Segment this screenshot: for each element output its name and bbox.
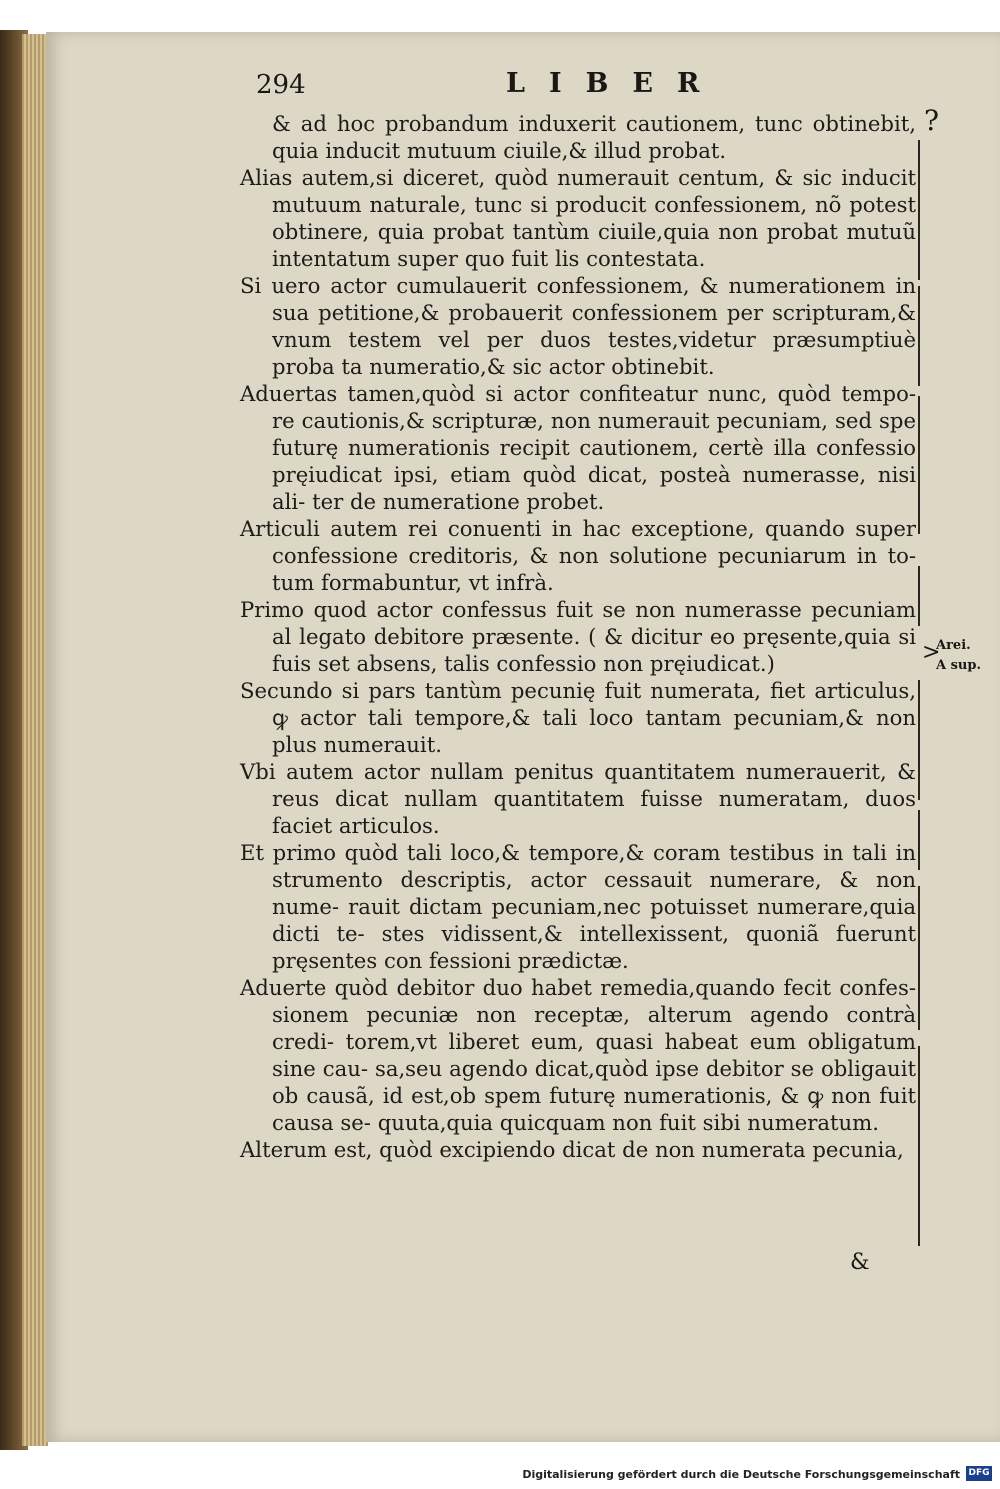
paragraph: Secundo si pars tantùm pecunię fuit numerata, fiet articulus, ꝙ actor tali tempore,& tali loco tantam pecuniam,& non plus numerauit.: [240, 678, 916, 757]
catchword: &: [850, 1250, 870, 1275]
margin-rule: [918, 810, 920, 870]
margin-note: [936, 636, 981, 676]
page-header: [256, 70, 916, 110]
paragraph: Et primo quòd tali loco,& tempore,& coram testibus in tali in strumento descriptis, actor cessauit numerare, & non nume- rauit dictam pecuniam,nec potuisset numerare,quia dicti te- stes vidissent,& intellexissent, quoniã fuerunt pręsentes con fessioni prædictæ.: [240, 840, 916, 973]
page-edges: [22, 34, 48, 1446]
dfg-logo: DFG: [966, 1466, 992, 1481]
paragraph: Primo quod actor confessus fuit se non numerasse pecuniam al legato debitore præsente. ( & dicitur eo pręsente,quia si fuis set absens, talis confessio non pręiudicat.): [240, 597, 916, 676]
margin-note-line: A sup.: [936, 658, 981, 673]
running-head: LIBER: [506, 68, 724, 99]
paragraph: Si uero actor cumulauerit confessionem, & numerationem in sua petitione,& probauerit confessionem per scripturam,& vnum testem vel per duos testes,videtur præsumptiuè proba ta numeratio,& sic actor obtinebit.: [240, 273, 916, 379]
paragraph: & ad hoc probandum induxerit cautionem, tunc obtinebit, quia inducit mutuum ciuile,& illud probat.: [272, 111, 916, 163]
footer-credit: Digitalisierung gefördert durch die Deutsche Forschungsgemeinschaft: [522, 1468, 960, 1481]
paragraph: Alias autem,si diceret, quòd numerauit centum, & sic inducit mutuum naturale, tunc si producit confessionem, nõ potest obtinere, quia probat tantùm ciuile,quia non probat mutuũ intentatum super quo fuit lis contestata.: [240, 165, 916, 271]
page-number: 294: [256, 70, 306, 100]
margin-rule: [918, 680, 920, 800]
margin-rule: [918, 140, 920, 280]
margin-rule: [918, 1046, 920, 1246]
paragraph: Articuli autem rei conuenti in hac exceptione, quando super confessione creditoris, & non solutione pecuniarum in to- tum formabuntur, vt infrà.: [240, 516, 916, 595]
paragraph: Vbi autem actor nullam penitus quantitatem numerauerit, & reus dicat nullam quantitatem fuisse numeratam, duos faciet articulos.: [240, 759, 916, 838]
margin-rule: [918, 286, 920, 386]
body-text: [240, 110, 916, 1163]
footer-bar: [0, 1462, 1000, 1489]
margin-bracket-mark: ?: [924, 104, 940, 137]
margin-rule: [918, 396, 920, 534]
paragraph: Alterum est, quòd excipiendo dicat de non numerata pecunia,: [240, 1137, 904, 1162]
margin-brace: >: [922, 640, 941, 665]
margin-rule: [918, 566, 920, 626]
margin-rule: [918, 886, 920, 1030]
margin-note-line: Arei.: [936, 638, 971, 653]
paragraph: Aduertas tamen,quòd si actor confiteatur nunc, quòd tempo- re cautionis,& scripturæ, non numerauit pecuniam, sed spe futurę numerationis recipit cautionem, certè illa confessio pręiudicat ipsi, etiam quòd dicat, posteà numerasse, nisi ali- ter de numeratione probet.: [240, 381, 916, 514]
paragraph: Aduerte quòd debitor duo habet remedia,quando fecit confes- sionem pecuniæ non receptæ, alterum agendo contrà credi- torem,vt liberet eum, quasi habeat eum obligatum sine cau- sa,seu agendo dicat,quòd ipse debitor se obligauit ob causã, id est,ob spem futurę numerationis, & ꝙ non fuit causa se- quuta,quia quicquam non fuit sibi numeratum.: [240, 975, 916, 1135]
